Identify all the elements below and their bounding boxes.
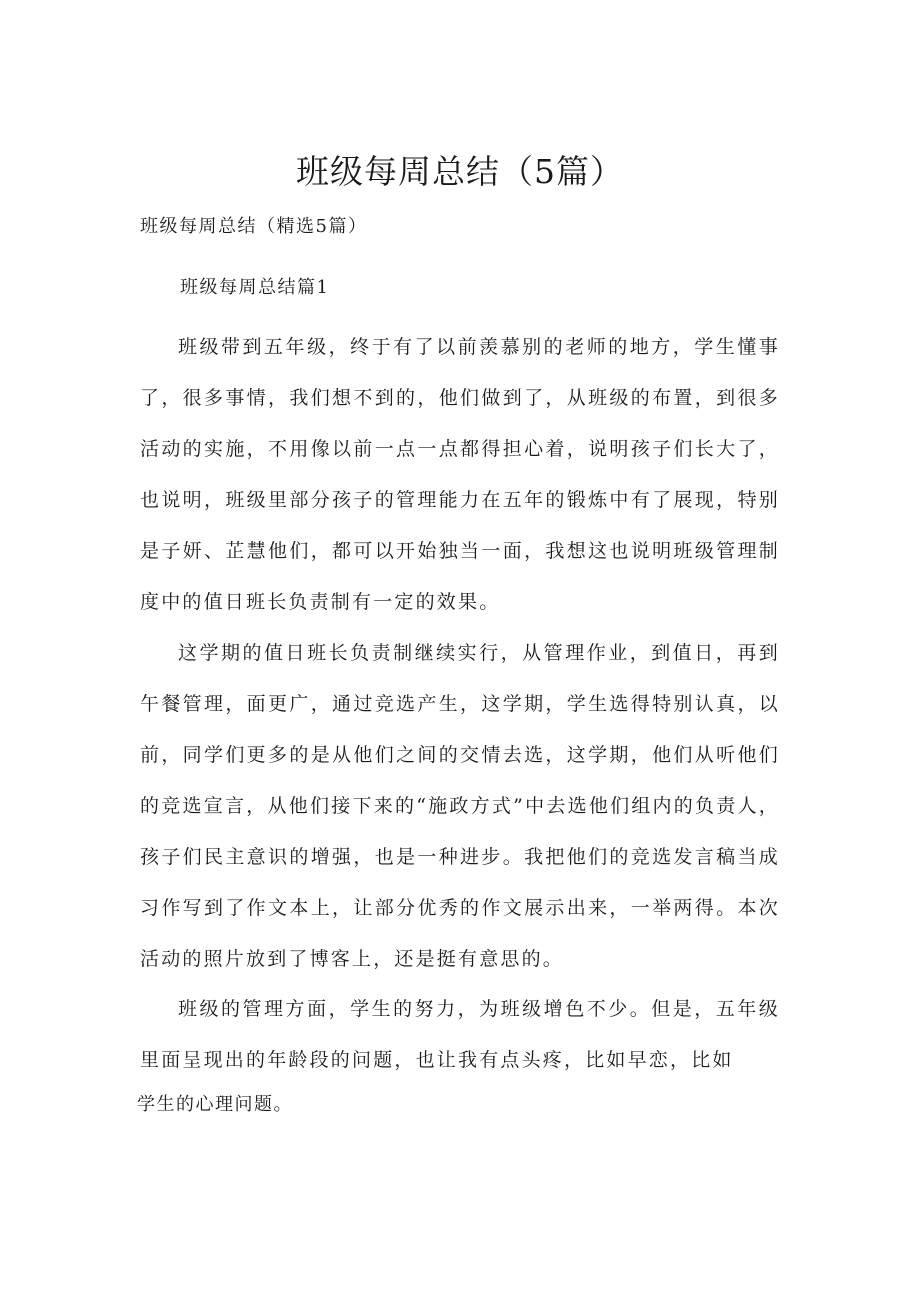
document-subtitle: 班级每周总结（精选5篇）: [140, 216, 368, 237]
paragraph-tail-line: 学生的心理问题。: [137, 1094, 293, 1115]
document-title: 班级每周总结（5篇）: [296, 152, 624, 191]
section-heading: 班级每周总结篇1: [180, 277, 330, 298]
paragraph-2: 这学期的值日班长负责制继续实行，从管理作业，到值日，再到午餐管理，面更广，通过竞选产生，这学期，学生选得特别认真，以前，同学们更多的是从他们之间的交情去选，这学期，他们从听他们的竞选宣言，从他们接下来的“施政方式”中去选他们组内的负责人，孩子们民主意识的增强，也是一种进步。我把他们的竞选发言稿当成习作写到了作文本上，让部分优秀的作文展示出来，一举两得。本次活动的照片放到了博客上，还是挺有意思的。: [140, 642, 780, 970]
paragraph-1: 班级带到五年级，终于有了以前羡慕别的老师的地方，学生懂事了，很多事情，我们想不到的，他们做到了，从班级的布置，到很多活动的实施，不用像以前一点一点都得担心着，说明孩子们长大了，也说明，班级里部分孩子的管理能力在五年的锻炼中有了展现，特别是子妍、芷慧他们，都可以开始独当一面，我想这也说明班级管理制度中的值日班长负责制有一定的效果。: [140, 336, 780, 613]
paragraph-3: 班级的管理方面，学生的努力，为班级增色不少。但是，五年级里面呈现出的年龄段的问题，也让我有点头疼，比如早恋，比如: [140, 998, 780, 1071]
